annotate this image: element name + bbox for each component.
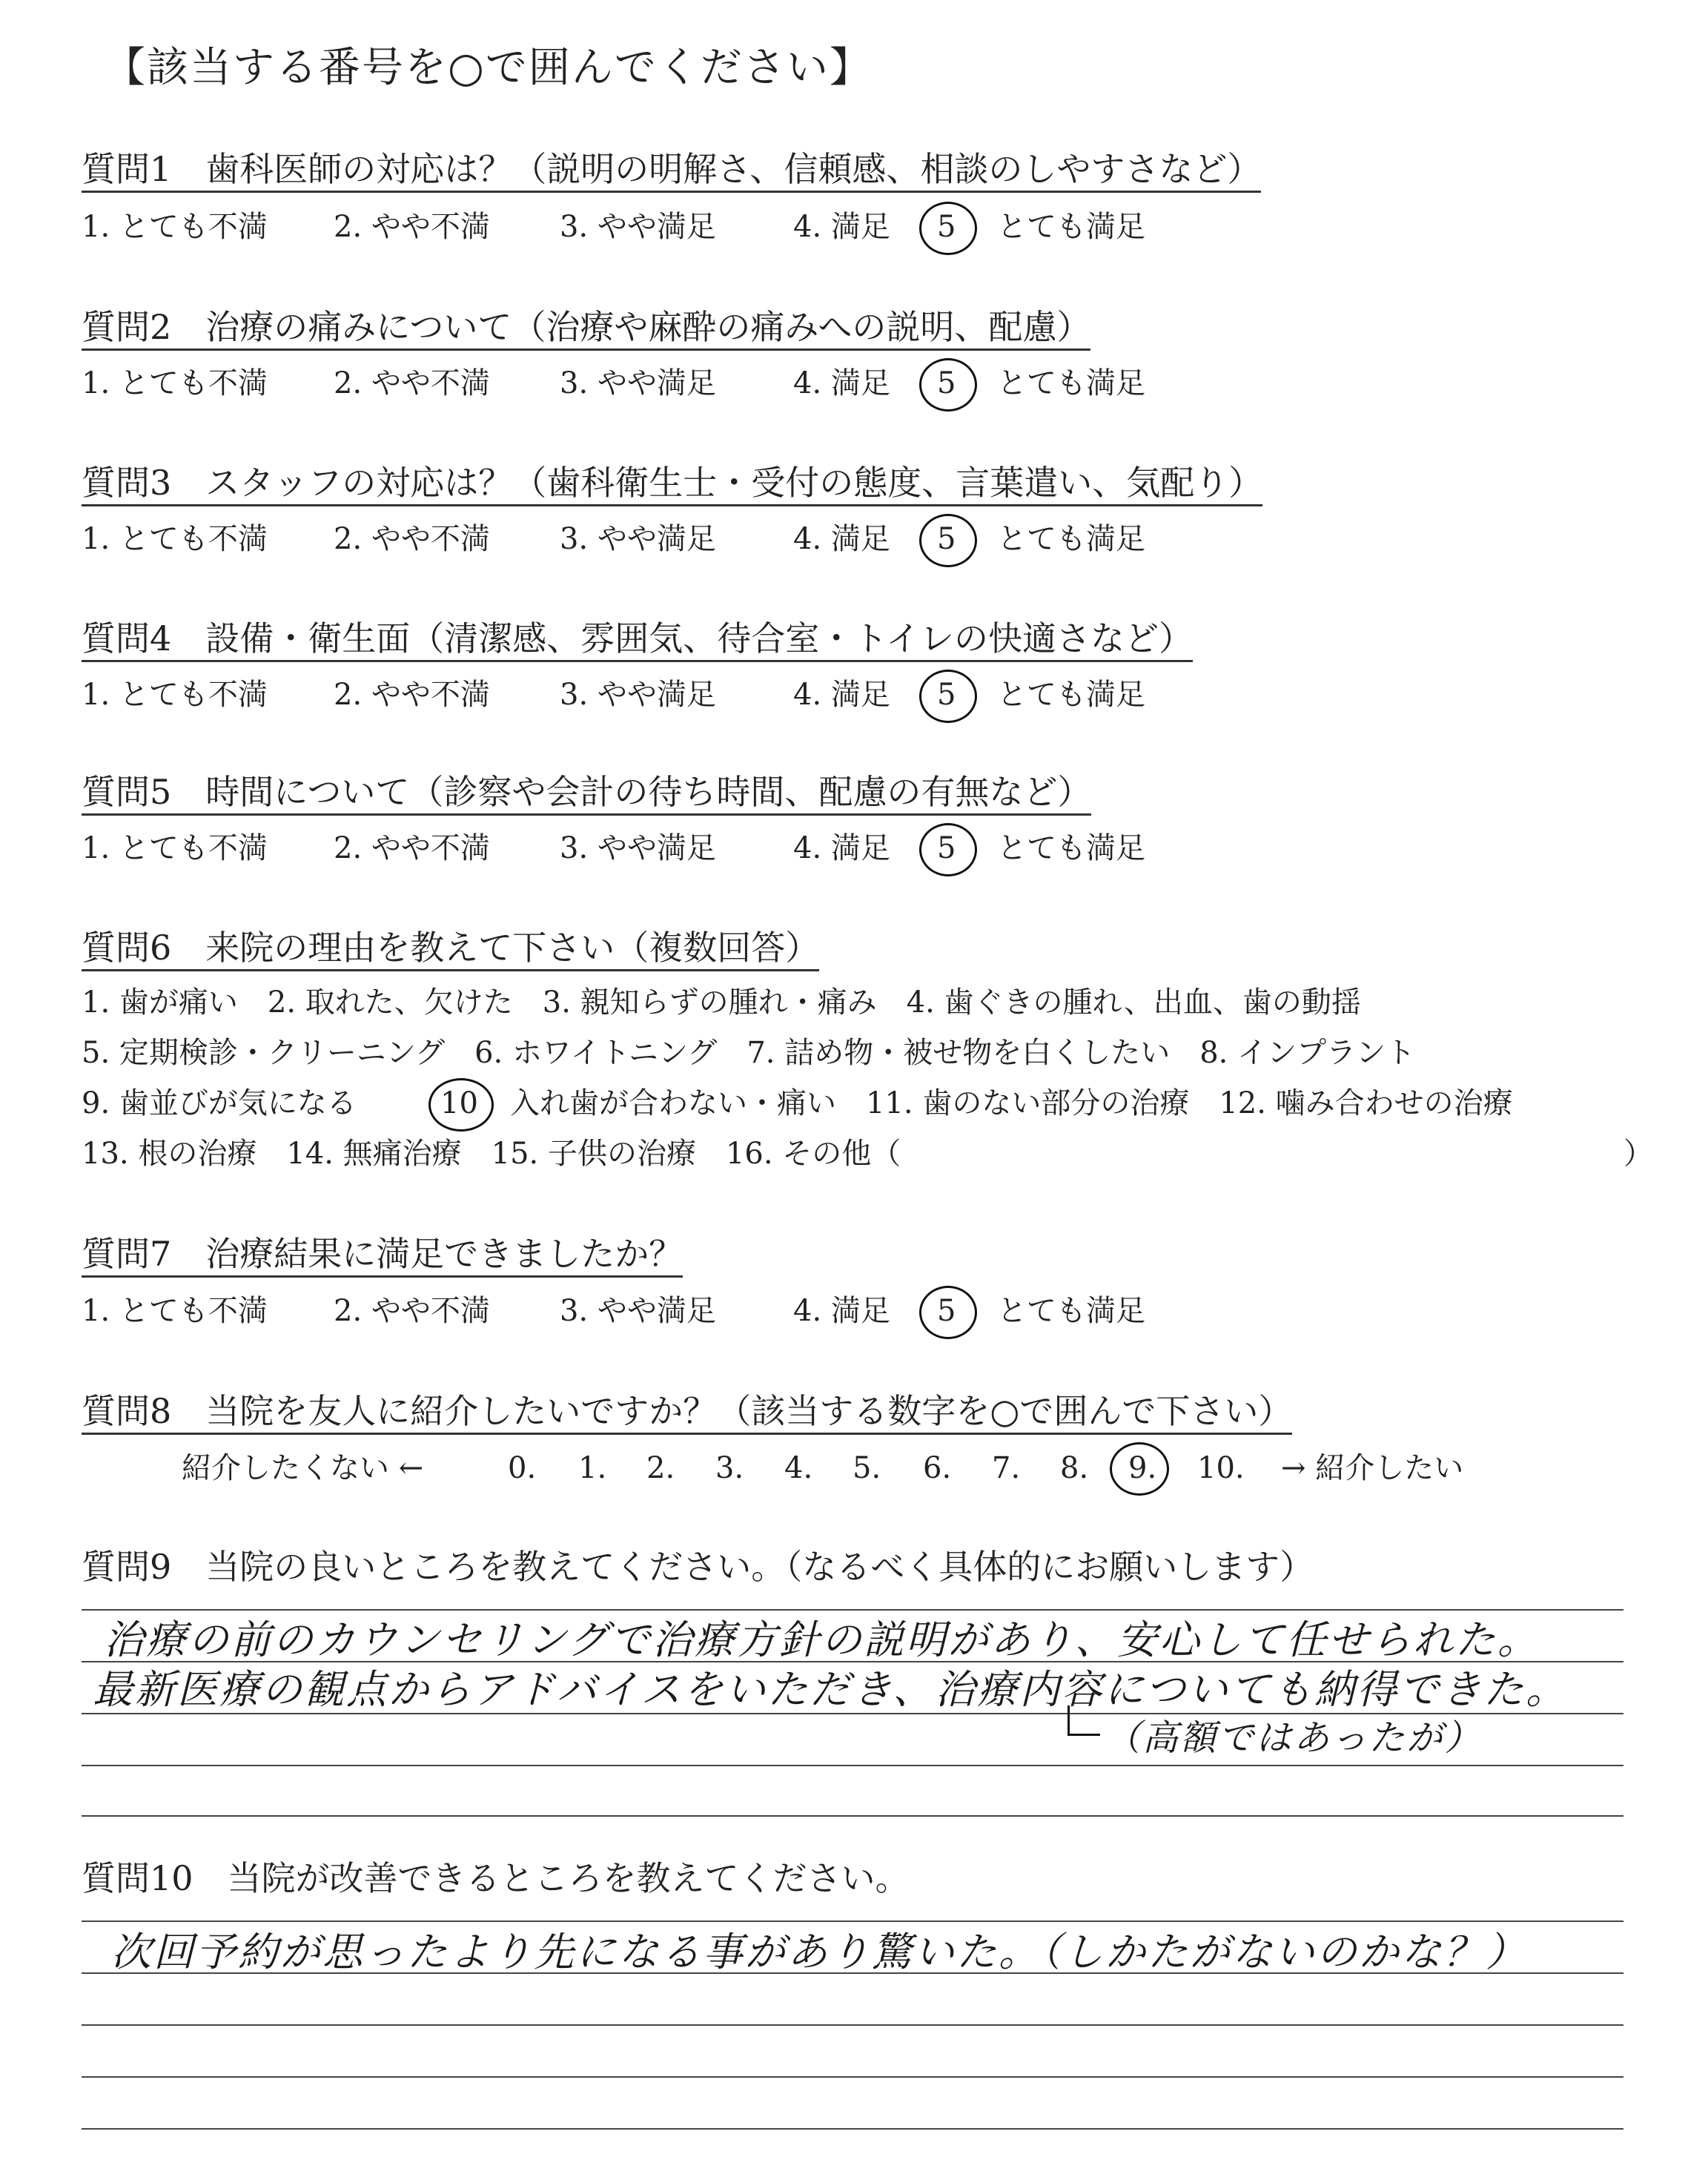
- q6-other-close: ）: [1623, 1137, 1653, 1171]
- q4-answer-circle: [919, 670, 977, 723]
- q9-answer-line-1: 治療の前のカウンセリングで治療方針の説明があり、安心して任せられた。: [104, 1616, 1540, 1663]
- q6-options-row-1[interactable]: 1. 歯が痛い 2. 取れた、欠けた 3. 親知らずの腫れ・痛み 4. 歯ぐきの腫れ、出血、歯の動揺: [82, 985, 1361, 1020]
- q2-option-3[interactable]: 3. やや満足: [560, 366, 716, 400]
- q8-number-2[interactable]: 2.: [646, 1451, 675, 1485]
- q2-option-4[interactable]: 4. 満足: [793, 366, 890, 400]
- q6-options-row-4[interactable]: 13. 根の治療 14. 無痛治療 15. 子供の治療 16. その他（: [82, 1137, 901, 1171]
- q3-option-1[interactable]: 1. とても不満: [82, 522, 268, 556]
- q3-option-5-label[interactable]: とても満足: [997, 522, 1145, 556]
- q10-rule-3: [82, 2024, 1623, 2026]
- q5-answer-circle: [919, 823, 977, 876]
- q2-answer-circle: [919, 358, 977, 412]
- q1-answer-circle: [919, 202, 977, 255]
- q8-number-5[interactable]: 5.: [853, 1451, 881, 1485]
- q4-option-2[interactable]: 2. やや不満: [334, 678, 490, 712]
- q6-answer-circle: [428, 1078, 494, 1132]
- q7-option-1[interactable]: 1. とても不満: [82, 1294, 268, 1328]
- q2-option-5-number[interactable]: 5: [937, 366, 956, 400]
- q3-option-3[interactable]: 3. やや満足: [560, 522, 716, 556]
- q2-option-1[interactable]: 1. とても不満: [82, 366, 268, 400]
- q3-answer-circle: [919, 514, 977, 567]
- q7-option-2[interactable]: 2. やや不満: [334, 1294, 490, 1328]
- q5-heading: 質問5 時間について（診察や会計の待ち時間、配慮の有無など）: [82, 775, 1091, 816]
- q8-number-8[interactable]: 8.: [1060, 1451, 1089, 1485]
- q8-answer-circle: [1110, 1442, 1169, 1496]
- q8-number-4[interactable]: 4.: [784, 1451, 813, 1485]
- q2-heading: 質問2 治療の痛みについて（治療や麻酔の痛みへの説明、配慮）: [82, 310, 1090, 351]
- q1-heading: 質問1 歯科医師の対応は？（説明の明解さ、信頼感、相談のしやすさなど）: [82, 152, 1261, 193]
- q8-number-7[interactable]: 7.: [992, 1451, 1021, 1485]
- q9-rule-4: [82, 1765, 1623, 1766]
- q8-heading: 質問8 当院を友人に紹介したいですか？（該当する数字を○で囲んで下さい）: [82, 1394, 1292, 1435]
- q4-option-3[interactable]: 3. やや満足: [560, 678, 716, 712]
- q9-annotation-bracket-vertical: [1068, 1705, 1070, 1734]
- q5-option-5-number[interactable]: 5: [937, 831, 956, 865]
- q9-answer-line-2: 最新医療の観点からアドバイスをいただき、治療内容についても納得できた。: [93, 1666, 1569, 1713]
- q6-options-row-2[interactable]: 5. 定期検診・クリーニング 6. ホワイトニング 7. 詰め物・被せ物を白くしたい 8. インプラント: [82, 1036, 1416, 1070]
- q10-answer-line-1: 次回予約が思ったより先になる事があり驚いた。（しかたがないのかな？）: [111, 1929, 1528, 1975]
- q7-option-5-label[interactable]: とても満足: [997, 1294, 1145, 1328]
- q2-option-5-label[interactable]: とても満足: [997, 366, 1145, 400]
- q8-number-1[interactable]: 1.: [578, 1451, 607, 1485]
- q1-option-2[interactable]: 2. やや不満: [334, 210, 490, 244]
- q9-rule-1: [82, 1609, 1623, 1611]
- q6-heading: 質問6 来院の理由を教えて下さい（複数回答）: [82, 931, 819, 971]
- q8-right-label: → 紹介したい: [1281, 1451, 1464, 1485]
- q8-number-6[interactable]: 6.: [923, 1451, 952, 1485]
- q3-option-2[interactable]: 2. やや不満: [334, 522, 490, 556]
- q7-option-5-number[interactable]: 5: [937, 1294, 956, 1328]
- q5-option-5-label[interactable]: とても満足: [997, 831, 1145, 865]
- q2-option-2[interactable]: 2. やや不満: [334, 366, 490, 400]
- q5-option-1[interactable]: 1. とても不満: [82, 831, 268, 865]
- q7-option-3[interactable]: 3. やや満足: [560, 1294, 716, 1328]
- q4-option-1[interactable]: 1. とても不満: [82, 678, 268, 712]
- q9-heading: 質問9 当院の良いところを教えてください。（なるべく具体的にお願いします）: [82, 1547, 1314, 1587]
- q8-number-9[interactable]: 9.: [1128, 1451, 1157, 1485]
- q7-option-4[interactable]: 4. 満足: [793, 1294, 890, 1328]
- q9-rule-3: [82, 1713, 1623, 1714]
- q9-rule-5: [82, 1815, 1623, 1817]
- q8-number-0[interactable]: 0.: [508, 1451, 537, 1485]
- q10-rule-5: [82, 2128, 1623, 2130]
- q1-option-5-number[interactable]: 5: [937, 210, 956, 244]
- q6-options-row-3[interactable]: 入れ歯が合わない・痛い 11. 歯のない部分の治療 12. 噛み合わせの治療: [510, 1086, 1513, 1120]
- q5-option-2[interactable]: 2. やや不満: [334, 831, 490, 865]
- q4-heading: 質問4 設備・衛生面（清潔感、雰囲気、待合室・トイレの快適さなど）: [82, 621, 1193, 662]
- q3-option-4[interactable]: 4. 満足: [793, 522, 890, 556]
- q5-option-4[interactable]: 4. 満足: [793, 831, 890, 865]
- q4-option-5-label[interactable]: とても満足: [997, 678, 1145, 712]
- q6-option-9[interactable]: 9. 歯並びが気になる: [82, 1086, 357, 1120]
- q3-option-5-number[interactable]: 5: [937, 522, 956, 556]
- q7-heading: 質問7 治療結果に満足できましたか？: [82, 1237, 683, 1278]
- q10-rule-4: [82, 2076, 1623, 2078]
- q9-annotation-bracket-horizontal: [1068, 1734, 1100, 1736]
- q8-number-10[interactable]: 10.: [1197, 1451, 1245, 1485]
- q1-option-1[interactable]: 1. とても不満: [82, 210, 268, 244]
- q5-option-3[interactable]: 3. やや満足: [560, 831, 716, 865]
- q6-option-10-number[interactable]: 10: [440, 1086, 478, 1120]
- page-title: 【該当する番号を○で囲んでください】: [104, 44, 873, 92]
- q9-answer-line-3: （高額ではあったが）: [1105, 1717, 1483, 1759]
- q10-heading: 質問10 当院が改善できるところを教えてください。: [82, 1858, 910, 1898]
- q8-left-label: 紹介したくない ←: [182, 1451, 424, 1485]
- q7-answer-circle: [919, 1286, 977, 1339]
- q1-option-4[interactable]: 4. 満足: [793, 210, 890, 244]
- q1-option-3[interactable]: 3. やや満足: [560, 210, 716, 244]
- q10-rule-1: [82, 1920, 1623, 1922]
- q4-option-4[interactable]: 4. 満足: [793, 678, 890, 712]
- q8-number-3[interactable]: 3.: [715, 1451, 744, 1485]
- q3-heading: 質問3 スタッフの対応は？（歯科衛生士・受付の態度、言葉遣い、気配り）: [82, 466, 1262, 506]
- q1-option-5-label[interactable]: とても満足: [997, 210, 1145, 244]
- q4-option-5-number[interactable]: 5: [937, 678, 956, 712]
